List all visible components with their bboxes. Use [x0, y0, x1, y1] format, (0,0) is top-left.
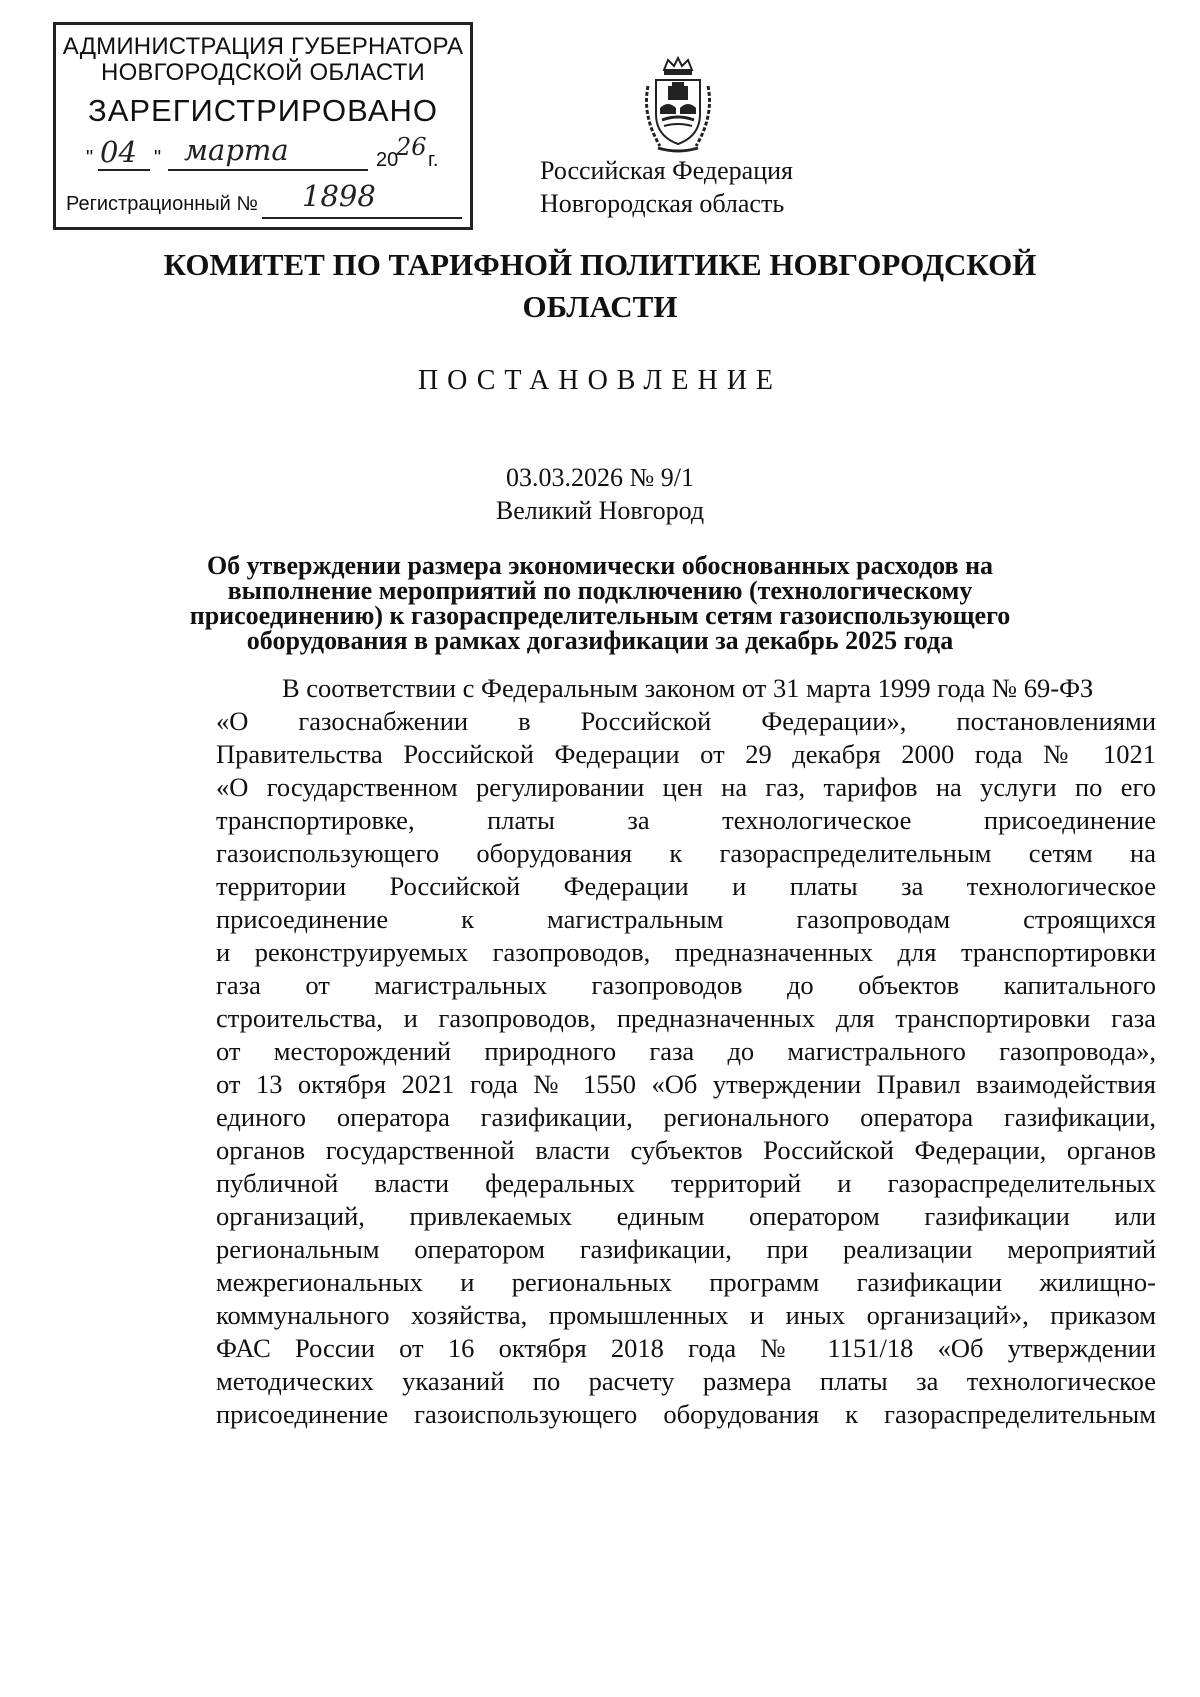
body-line: транспортировке, платы за технологическое присоединение [216, 805, 1156, 835]
document-date-number: 03.03.2026 № 9/1 [505, 463, 695, 492]
body-line: газа от магистральных газопроводов до объектов капитального [216, 970, 1156, 1000]
stamp-org-line1: АДМИНИСТРАЦИЯ ГУБЕРНАТОРА [62, 33, 464, 60]
body-line: организаций, привлекаемых единым оператором газификации или [216, 1201, 1156, 1231]
stamp-org-line2: НОВГОРОДСКОЙ ОБЛАСТИ [101, 59, 425, 86]
subject-line: выполнение мероприятий по подключению (технологическому [227, 576, 973, 605]
stamp-reg-row [66, 179, 466, 223]
body-line: региональным оператором газификации, при реализации мероприятий [216, 1234, 1156, 1264]
document-type: ПОСТАНОВЛЕНИЕ [417, 365, 783, 396]
committee-title-line2: ОБЛАСТИ [522, 289, 678, 324]
stamp-year: 26 [396, 133, 427, 161]
body-line: межрегиональных и региональных программ газификации жилищно- [216, 1267, 1156, 1297]
stamp-year-end: г. [428, 149, 439, 171]
body-line: ФАС России от 16 октября 2018 года № 1151/18 «Об утверждении [216, 1333, 1156, 1363]
body-line: и реконструируемых газопроводов, предназначенных для транспортировки [216, 937, 1156, 967]
body-line: публичной власти федеральных территорий и газораспределительных [216, 1168, 1156, 1198]
body-line: «О газоснабжении в Российской Федерации», постановлениями [216, 706, 1156, 736]
stamp-month: марта [184, 133, 289, 167]
body-line: газоиспользующего оборудования к газораспределительным сетям на [216, 838, 1156, 868]
stamp-year-prefix: 20 [376, 149, 399, 171]
body-line: присоединение к магистральным газопроводам строящихся [216, 904, 1156, 934]
body-line: коммунального хозяйства, промышленных и иных организаций», приказом [216, 1300, 1156, 1330]
registration-stamp [53, 22, 473, 230]
coat-of-arms-icon [638, 56, 718, 156]
subject-line: оборудования в рамках догазификации за декабрь 2025 года [246, 626, 954, 655]
stamp-reg-number: 1898 [302, 179, 376, 213]
stamp-date-row: " 04 " марта 20 26 г. [86, 133, 439, 171]
body-line: присоединение газоиспользующего оборудования к газораспределительным [216, 1399, 1156, 1429]
body-line: от 13 октября 2021 года № 1550 «Об утверждении Правил взаимодействия [216, 1069, 1156, 1099]
body-line: В соответствии с Федеральным законом от 31 марта 1999 года № 69-ФЗ [282, 673, 1094, 703]
body-line: Правительства Российской Федерации от 29 декабря 2000 года № 1021 [216, 739, 1156, 769]
region-name: Новгородская область [540, 189, 785, 218]
body-line: «О государственном регулировании цен на газ, тарифов на услуги по его [216, 772, 1156, 802]
body-line: строительства, и газопроводов, предназначенных для транспортировки газа [216, 1003, 1156, 1033]
document-subject [0, 553, 1200, 653]
stamp-reg-label: Регистрационный № [66, 193, 258, 215]
body-line: территории Российской Федерации и платы за технологическое [216, 871, 1156, 901]
subject-line: Об утверждении размера экономически обоснованных расходов на [206, 551, 994, 580]
subject-line: присоединению) к газораспределительным сетям газоиспользующего [189, 601, 1011, 630]
country-name: Российская Федерация [540, 156, 793, 185]
stamp-day: 04 [100, 135, 137, 169]
body-line: методических указаний по расчету размера платы за технологическое [216, 1366, 1156, 1396]
body-line: органов государственной власти субъектов Российской Федерации, органов [216, 1135, 1156, 1165]
stamp-registered-label: ЗАРЕГИСТРИРОВАНО [87, 93, 438, 128]
committee-title [0, 244, 1200, 328]
body-line: единого оператора газификации, регионального оператора газификации, [216, 1102, 1156, 1132]
body-line: от месторождений природного газа до магистрального газопровода», [216, 1036, 1156, 1066]
committee-title-line1: КОМИТЕТ ПО ТАРИФНОЙ ПОЛИТИКЕ НОВГОРОДСКОЙ [163, 247, 1037, 282]
document-city: Великий Новгород [495, 496, 705, 525]
